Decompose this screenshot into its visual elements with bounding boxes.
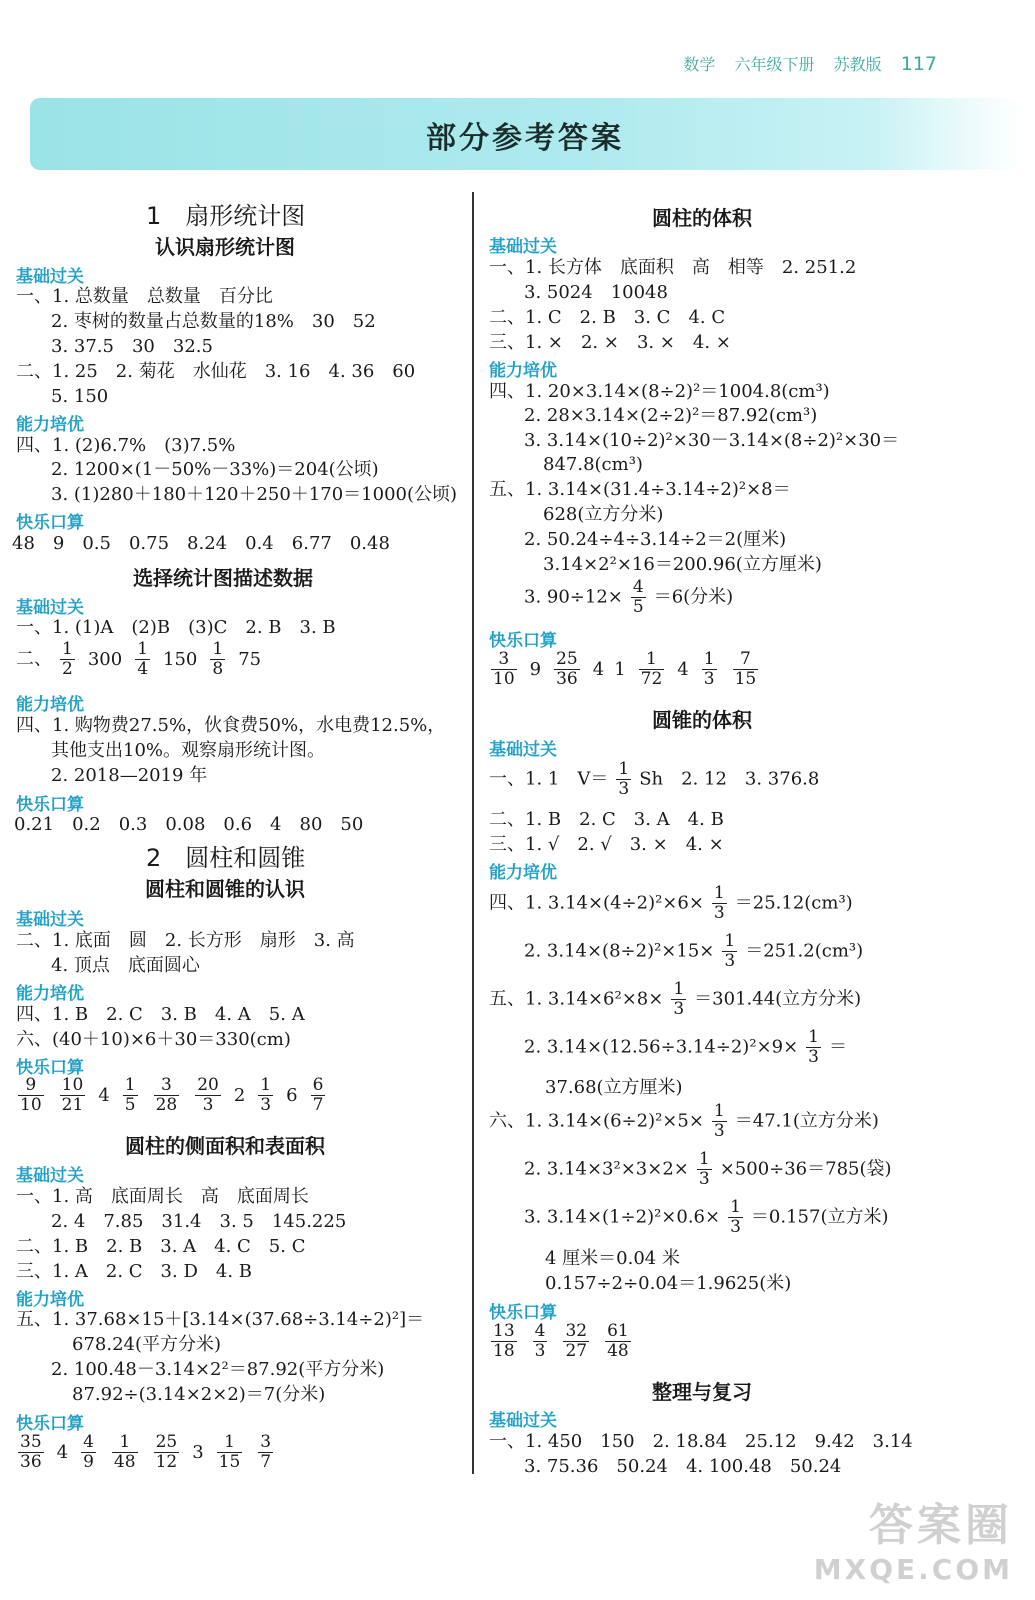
fraction: $\frac{1}{2}$ <box>62 639 73 679</box>
fraction: $\frac{4}{5}$ <box>632 577 644 617</box>
section-label-calc: 快乐口算 <box>489 631 557 651</box>
answer-line: 四、1. (2)6.7% (3)7.5% <box>16 435 236 456</box>
answer-line: 四、1. 20×3.14×(8÷2)²＝1004.8(cm³) <box>489 381 830 402</box>
calc-fraction-row <box>483 1322 639 1361</box>
answer-line: 678.24(平方分米) <box>72 1334 222 1355</box>
fraction: $\frac{1}{48}$ <box>113 1432 136 1472</box>
fraction: $\frac{10}{21}$ <box>61 1075 84 1115</box>
subject-label: 数学 <box>683 55 716 74</box>
fraction: $\frac{20}{3}$ <box>197 1075 219 1115</box>
answer-line: 847.8(cm³) <box>543 454 643 475</box>
answer-line: 四、1. B 2. C 3. B 4. A 5. A <box>16 1004 305 1025</box>
section-label-ability: 能力培优 <box>16 1290 84 1310</box>
answer-line: 2. 1200×(1－50%－33%)＝204(公顷) <box>51 459 379 480</box>
fraction: $\frac{61}{48}$ <box>607 1321 629 1361</box>
answer-line: 2. 4 7.85 31.4 3. 5 145.225 <box>51 1211 347 1232</box>
fraction-answer-line: 五、1. 3.14×6²×8× $\frac{1}{3}$ ＝301.44(立方分米) <box>489 979 862 1019</box>
section-label-calc: 快乐口算 <box>16 1414 84 1434</box>
section-title: 选择统计图描述数据 <box>133 566 313 590</box>
section-label-ability: 能力培优 <box>489 361 557 381</box>
chapter-2-title: 2 圆柱和圆锥 <box>146 844 306 872</box>
answer-line: 4 厘米＝0.04 米 <box>545 1248 680 1269</box>
watermark-logo: 答案圈 <box>869 1500 1013 1551</box>
fraction: $\frac{1}{3}$ <box>260 1075 272 1115</box>
fraction-answer-line: 二、 $\frac{1}{2}$ 300 $\frac{1}{4}$ 150 $\frac{1}{8}$ 75 <box>16 639 262 679</box>
fraction: $\frac{35}{36}$ <box>20 1432 42 1472</box>
fraction-answer-line: 四、1. 3.14×(4÷2)²×6× $\frac{1}{3}$ ＝25.12(cm³) <box>489 883 853 923</box>
fraction: $\frac{7}{15}$ <box>734 649 757 689</box>
fraction-answer-line: 2. 3.14×3²×3×2× $\frac{1}{3}$ ×500÷36＝785(袋) <box>524 1149 892 1189</box>
fraction-answer-line: 六、1. 3.14×(6÷2)²×5× $\frac{1}{3}$ ＝47.1(立方分米) <box>489 1101 879 1141</box>
fraction: $\frac{4}{9}$ <box>83 1432 94 1472</box>
calc-fraction-row <box>10 1076 333 1115</box>
fraction: $\frac{25}{36}$ <box>556 649 578 689</box>
section-label-calc: 快乐口算 <box>489 1303 557 1323</box>
answer-line: 2. 28×3.14×(2÷2)²＝87.92(cm³) <box>524 405 818 426</box>
fraction: $\frac{13}{18}$ <box>493 1321 515 1361</box>
section-title: 圆柱的侧面积和表面积 <box>125 1134 325 1158</box>
answer-line: 二、1. B 2. C 3. A 4. B <box>489 809 724 830</box>
fraction: $\frac{25}{12}$ <box>155 1432 178 1472</box>
answer-line: 48 9 0.5 0.75 8.24 0.4 6.77 0.48 <box>12 533 390 554</box>
answer-line: 5. 150 <box>51 386 109 407</box>
calc-value: 6 <box>286 1085 298 1106</box>
answer-line: 2. 100.48－3.14×2²＝87.92(平方分米) <box>51 1359 385 1380</box>
fraction: $\frac{6}{7}$ <box>312 1075 324 1115</box>
fraction: $\frac{1}{72}$ <box>640 649 663 689</box>
fraction-answer-line: 3. 90÷12× $\frac{4}{5}$ ＝6(分米) <box>524 577 734 617</box>
section-label-basic: 基础过关 <box>489 740 557 760</box>
answer-line: 六、(40＋10)×6＋30＝330(cm) <box>16 1029 291 1050</box>
fraction: $\frac{3}{28}$ <box>155 1075 178 1115</box>
answer-line: 二、1. 25 2. 菊花 水仙花 3. 16 4. 36 60 <box>16 361 416 382</box>
answer-line: 3. (1)280＋180＋120＋250＋170＝1000(公顷) <box>51 484 458 505</box>
fraction: $\frac{1}{3}$ <box>698 1149 710 1189</box>
section-label-basic: 基础过关 <box>16 910 84 930</box>
fraction: $\frac{1}{3}$ <box>808 1027 819 1067</box>
section-title: 整理与复习 <box>652 1380 752 1404</box>
calc-value: 4 <box>677 659 689 680</box>
calc-value: 2 <box>233 1085 246 1106</box>
fraction: $\frac{1}{4}$ <box>137 639 149 679</box>
fraction: $\frac{1}{15}$ <box>218 1432 241 1472</box>
answer-line: 3. 75.36 50.24 4. 100.48 50.24 <box>524 1456 842 1477</box>
answer-line: 2. 2018—2019 年 <box>51 765 208 786</box>
answer-line: 3.14×2²×16＝200.96(立方厘米) <box>543 554 822 575</box>
answer-line: 四、1. 购物费27.5%，伙食费50%，水电费12.5%， <box>16 715 446 736</box>
fraction: $\frac{32}{27}$ <box>565 1321 588 1361</box>
answer-line: 0.21 0.2 0.3 0.08 0.6 4 80 50 <box>14 814 364 835</box>
fraction: $\frac{1}{8}$ <box>212 639 224 679</box>
watermark-url: MXQE.COM <box>813 1553 1013 1586</box>
section-label-ability: 能力培优 <box>489 863 557 883</box>
section-title: 圆柱的体积 <box>652 206 752 230</box>
answer-line: 37.68(立方厘米) <box>545 1077 683 1098</box>
answer-line: 二、1. C 2. B 3. C 4. C <box>489 307 726 328</box>
answer-line: 一、1. 总数量 总数量 百分比 <box>16 286 273 307</box>
calc-value: 4 <box>592 659 605 680</box>
column-divider <box>472 192 474 1474</box>
calc-fraction-row <box>483 650 766 689</box>
section-label-basic: 基础过关 <box>16 598 84 618</box>
answer-line: 3. 5024 10048 <box>524 282 668 303</box>
calc-fraction-row <box>10 1433 281 1472</box>
answer-line: 二、1. 底面 圆 2. 长方形 扇形 3. 高 <box>16 930 355 951</box>
section-label-basic: 基础过关 <box>489 1411 557 1431</box>
chapter-1-title: 1 扇形统计图 <box>146 202 306 230</box>
answer-line: 2. 50.24÷4÷3.14÷2＝2(厘米) <box>524 529 787 550</box>
answer-line: 三、1. A 2. C 3. D 4. B <box>16 1261 253 1282</box>
fraction-answer-line: 2. 3.14×(12.56÷3.14÷2)²×9× $\frac{1}{3}$ ＝ <box>524 1027 847 1067</box>
answer-line: 二、1. B 2. B 3. A 4. C 5. C <box>16 1236 306 1257</box>
fraction-answer-line: 一、1. 1 V＝ $\frac{1}{3}$ Sh 2. 12 3. 376.8 <box>489 759 820 799</box>
answer-line: 一、1. 高 底面周长 高 底面周长 <box>16 1186 309 1207</box>
section-label-basic: 基础过关 <box>489 237 557 257</box>
fraction: $\frac{1}{3}$ <box>673 979 685 1019</box>
answer-line: 628(立方分米) <box>543 504 664 525</box>
answer-line: 一、1. (1)A (2)B (3)C 2. B 3. B <box>16 617 336 638</box>
watermark <box>814 1489 1013 1586</box>
section-label-ability: 能力培优 <box>16 984 84 1004</box>
fraction: $\frac{1}{3}$ <box>618 759 630 799</box>
answer-line: 五、1. 3.14×(31.4÷3.14÷2)²×8＝ <box>489 479 791 500</box>
fraction: $\frac{4}{3}$ <box>534 1321 546 1361</box>
section-title: 圆锥的体积 <box>652 708 752 732</box>
fraction: $\frac{9}{10}$ <box>20 1075 42 1115</box>
fraction: $\frac{1}{3}$ <box>730 1197 741 1237</box>
section-label-calc: 快乐口算 <box>16 513 84 533</box>
fraction-answer-line: 3. 3.14×(1÷2)²×0.6× $\frac{1}{3}$ ＝0.157(立方米) <box>524 1197 889 1237</box>
fraction: $\frac{3}{7}$ <box>260 1432 272 1472</box>
answer-line: 其他支出10%。观察扇形统计图。 <box>51 740 326 761</box>
section-label-basic: 基础过关 <box>16 1166 84 1186</box>
calc-value: 9 <box>529 659 542 680</box>
calc-value: 4 <box>98 1085 110 1106</box>
section-label-ability: 能力培优 <box>16 415 84 435</box>
answer-line: 一、1. 长方体 底面积 高 相等 2. 251.2 <box>489 257 857 278</box>
fraction-answer-line: 2. 3.14×(8÷2)²×15× $\frac{1}{3}$ ＝251.2(cm³) <box>524 931 864 971</box>
title-banner <box>30 98 1020 170</box>
section-label-ability: 能力培优 <box>16 695 84 715</box>
answer-line: 3. 37.5 30 32.5 <box>51 336 213 357</box>
section-label-calc: 快乐口算 <box>16 795 84 815</box>
answer-line: 4. 顶点 底面圆心 <box>51 955 200 976</box>
page-number: 117 <box>900 53 937 75</box>
page-header <box>669 52 937 75</box>
answer-line: 五、1. 37.68×15＋[3.14×(37.68÷3.14÷2)²]＝ <box>16 1309 425 1330</box>
fraction: $\frac{3}{10}$ <box>493 649 515 689</box>
section-label-calc: 快乐口算 <box>16 1058 84 1078</box>
calc-value: 3 <box>192 1442 204 1463</box>
fraction: $\frac{1}{3}$ <box>713 1101 725 1141</box>
fraction: $\frac{1}{3}$ <box>713 883 725 923</box>
edition-label: 苏教版 <box>833 55 882 74</box>
answer-line: 2. 枣树的数量占总数量的18% 30 52 <box>51 311 376 332</box>
fraction: $\frac{1}{5}$ <box>124 1075 136 1115</box>
answer-line: 三、1. √ 2. √ 3. × 4. × <box>489 834 724 855</box>
grade-label: 六年级下册 <box>734 55 815 74</box>
fraction: $\frac{1}{3}$ <box>724 931 736 971</box>
answer-line: 三、1. × 2. × 3. × 4. × <box>489 332 731 353</box>
calc-value: 1 <box>614 659 626 680</box>
calc-value: 4 <box>56 1442 69 1463</box>
answer-line: 0.157÷2÷0.04＝1.9625(米) <box>545 1273 792 1294</box>
page-title: 部分参考答案 <box>426 121 624 156</box>
answer-line: 一、1. 450 150 2. 18.84 25.12 9.42 3.14 <box>489 1431 913 1452</box>
answer-line: 87.92÷(3.14×2×2)＝7(分米) <box>72 1384 326 1405</box>
section-label-basic: 基础过关 <box>16 267 84 287</box>
fraction: $\frac{1}{3}$ <box>703 649 715 689</box>
section-title: 圆柱和圆锥的认识 <box>145 877 305 901</box>
section-title: 认识扇形统计图 <box>155 235 295 259</box>
answer-line: 3. 3.14×(10÷2)²×30－3.14×(8÷2)²×30＝ <box>524 430 900 451</box>
